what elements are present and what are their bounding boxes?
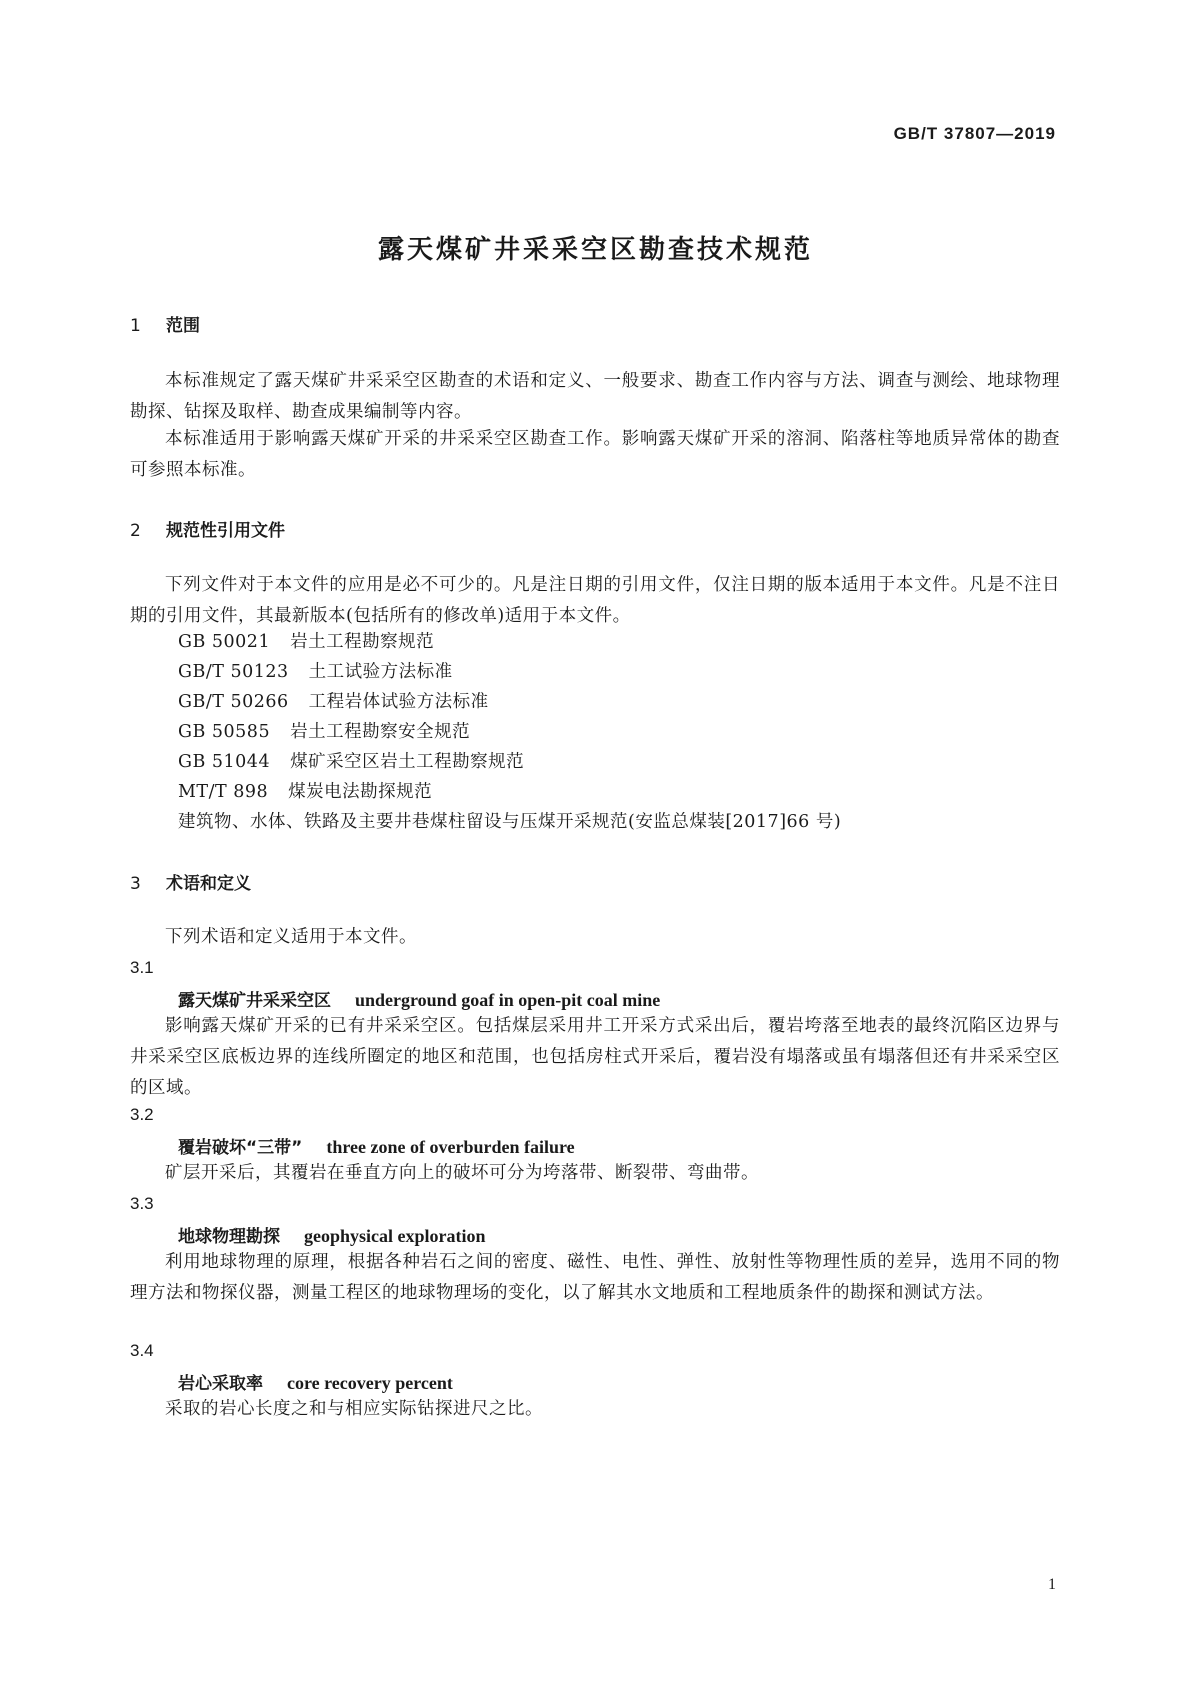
reference-code: GB 50585 bbox=[178, 722, 271, 742]
reference-item bbox=[178, 718, 470, 743]
section-3-heading bbox=[130, 869, 251, 894]
term-en: core recovery percent bbox=[287, 1373, 453, 1393]
paragraph: 下列术语和定义适用于本文件。 bbox=[165, 927, 417, 947]
reference-item: 建筑物、水体、铁路及主要井巷煤柱留设与压煤开采规范(安监总煤装[2017]66 号) bbox=[178, 812, 842, 832]
reference-item bbox=[178, 688, 489, 713]
section-title: 范围 bbox=[166, 316, 200, 336]
paragraph: 本标准适用于影响露天煤矿开采的井采采空区勘查工作。影响露天煤矿开采的溶洞、陷落柱等地质异常体的勘查可参照本标准。 bbox=[130, 429, 1060, 480]
paragraph: 本标准规定了露天煤矿井采采空区勘查的术语和定义、一般要求、勘查工作内容与方法、调查与测绘、地球物理勘探、钻探及取样、勘查成果编制等内容。 bbox=[130, 371, 1060, 422]
reference-name: 工程岩体试验方法标准 bbox=[308, 692, 489, 712]
term-heading bbox=[178, 1222, 486, 1247]
term-zh: 露天煤矿井采采空区 bbox=[178, 991, 331, 1011]
term-en: underground goaf in open-pit coal mine bbox=[355, 990, 661, 1010]
section-number: 1 bbox=[130, 316, 141, 336]
reference-code: GB 51044 bbox=[178, 752, 271, 772]
reference-code: GB/T 50123 bbox=[178, 662, 289, 682]
standard-code: GB/T 37807—2019 bbox=[893, 124, 1056, 143]
reference-name: 土工试验方法标准 bbox=[308, 662, 453, 682]
paragraph: 下列文件对于本文件的应用是必不可少的。凡是注日期的引用文件，仅注日期的版本适用于本文件。凡是不注日期的引用文件，其最新版本(包括所有的修改单)适用于本文件。 bbox=[130, 575, 1060, 626]
term-definition: 矿层开采后，其覆岩在垂直方向上的破坏可分为垮落带、断裂带、弯曲带。 bbox=[165, 1163, 759, 1183]
reference-code: GB 50021 bbox=[178, 632, 271, 652]
section-number: 3 bbox=[130, 874, 141, 894]
reference-name: 煤矿采空区岩土工程勘察规范 bbox=[290, 752, 525, 772]
reference-name: 岩土工程勘察安全规范 bbox=[290, 722, 471, 742]
term-number: 3.3 bbox=[130, 1194, 154, 1213]
term-definition: 采取的岩心长度之和与相应实际钻探进尺之比。 bbox=[165, 1399, 543, 1419]
term-definition: 影响露天煤矿开采的已有井采采空区。包括煤层采用井工开采方式采出后，覆岩垮落至地表的最终沉陷区边界与井采采空区底板边界的连线所圈定的地区和范围，也包括房柱式开采后，覆岩没有塌落或虽有塌落但还有井采采空区的区域。 bbox=[130, 1016, 1060, 1098]
section-number: 2 bbox=[130, 521, 141, 541]
term-heading bbox=[178, 1369, 453, 1394]
reference-code: MT/T 898 bbox=[178, 782, 269, 802]
term-heading bbox=[178, 986, 660, 1011]
term-number: 3.4 bbox=[130, 1341, 154, 1360]
document-title: 露天煤矿井采采空区勘查技术规范 bbox=[377, 235, 813, 265]
term-en: three zone of overburden failure bbox=[326, 1137, 575, 1157]
reference-item bbox=[178, 778, 432, 803]
page-number: 1 bbox=[1048, 1576, 1056, 1593]
term-zh: 岩心采取率 bbox=[178, 1374, 263, 1394]
term-en: geophysical exploration bbox=[304, 1226, 486, 1246]
section-title: 术语和定义 bbox=[166, 874, 251, 894]
reference-item bbox=[178, 628, 434, 653]
section-title: 规范性引用文件 bbox=[166, 521, 285, 541]
reference-name: 煤炭电法勘探规范 bbox=[288, 782, 433, 802]
term-zh: 覆岩破坏“三带” bbox=[178, 1138, 303, 1158]
term-heading bbox=[178, 1133, 575, 1158]
section-2-heading bbox=[130, 516, 285, 541]
section-1-heading bbox=[130, 311, 200, 336]
term-definition: 利用地球物理的原理，根据各种岩石之间的密度、磁性、电性、弹性、放射性等物理性质的差异，选用不同的物理方法和物探仪器，测量工程区的地球物理场的变化，以了解其水文地质和工程地质条件的勘探和测试方法。 bbox=[130, 1252, 1060, 1303]
term-zh: 地球物理勘探 bbox=[178, 1227, 280, 1247]
reference-name: 岩土工程勘察规范 bbox=[290, 632, 435, 652]
reference-item bbox=[178, 658, 453, 683]
reference-item bbox=[178, 748, 524, 773]
term-number: 3.1 bbox=[130, 958, 154, 977]
reference-code: GB/T 50266 bbox=[178, 692, 289, 712]
term-number: 3.2 bbox=[130, 1105, 154, 1124]
